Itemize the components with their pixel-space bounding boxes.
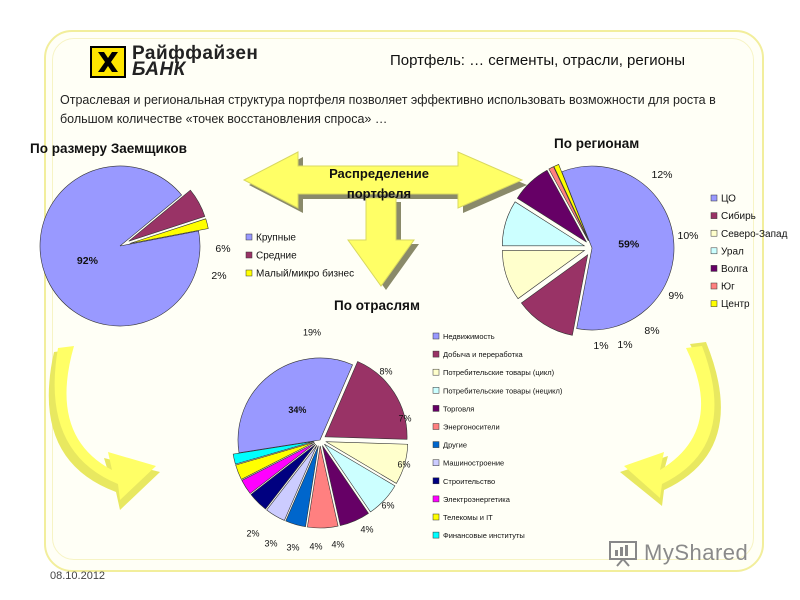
legend-swatch-regions-2: [711, 230, 717, 236]
legend-label-regions-1: Сибирь: [721, 211, 756, 223]
pie-slice-size-0: [40, 166, 200, 326]
legend-label-regions-5: Юг: [721, 281, 735, 293]
pie-label-size-1: 6%: [215, 242, 231, 255]
legend-swatch-industries-0: [433, 333, 439, 339]
legend-label-industries-1: Добыча и переработка: [443, 350, 523, 360]
legend-label-industries-11: Финансовые институты: [443, 531, 525, 541]
legend-label-size-1: Средние: [256, 250, 297, 262]
presentation-icon: [608, 538, 638, 568]
legend-swatch-industries-3: [433, 387, 439, 393]
legend-label-regions-2: Северо-Запад: [721, 228, 788, 240]
pie-chart-regions: [502, 164, 698, 351]
legend-swatch-regions-3: [711, 248, 717, 254]
logo-text-line1: Райффайзен: [132, 43, 259, 64]
legend-swatch-size-1: [246, 252, 252, 258]
footer-date: 08.10.2012: [50, 570, 106, 582]
intro-text: Отраслевая и региональная структура портфеля позволяет эффективно использовать возможности для роста в большом количестве «точек восстановления спроса» …: [60, 93, 716, 126]
pie-label-regions-6: 1%: [617, 338, 633, 351]
legend-label-industries-5: Энергоносители: [443, 422, 500, 432]
pie-chart-size: [40, 166, 231, 326]
page-title: Портфель: … сегменты, отрасли, регионы: [390, 52, 685, 69]
pie-label-size-2: 2%: [211, 269, 227, 282]
pie-label-regions-0: 59%: [618, 238, 640, 251]
center-label-text: Распределение портфеля: [329, 166, 429, 201]
pie-label-regions-2: 10%: [677, 229, 699, 242]
legend-swatch-industries-11: [433, 532, 439, 538]
pie-label-regions-1: 12%: [651, 168, 673, 181]
legend-swatch-industries-7: [433, 460, 439, 466]
legend-swatch-regions-6: [711, 301, 717, 307]
pie-label-size-0: 92%: [76, 255, 98, 268]
legend-swatch-regions-0: [711, 195, 717, 201]
legend-label-industries-2: Потребительские товары (цикл): [443, 368, 555, 378]
pie-label-industries-9: 3%: [286, 542, 300, 553]
legend-industries: [433, 332, 563, 540]
pie-label-industries-11: 2%: [246, 528, 260, 539]
brand-text: MyShared: [644, 540, 749, 565]
pie-label-industries-0: 34%: [288, 405, 307, 416]
legend-swatch-industries-4: [433, 405, 439, 411]
pie-label-industries-2: 8%: [379, 366, 393, 377]
legend-swatch-size-2: [246, 270, 252, 276]
section-title-regions: По регионам: [554, 136, 640, 151]
legend-label-regions-3: Урал: [721, 246, 744, 258]
legend-swatch-industries-9: [433, 496, 439, 502]
legend-swatch-size-0: [246, 234, 252, 240]
brand-watermark: [608, 538, 748, 568]
legend-swatch-industries-6: [433, 442, 439, 448]
legend-label-regions-6: Центр: [721, 299, 750, 311]
legend-label-industries-0: Недвижимость: [443, 331, 495, 341]
pie-label-regions-4: 8%: [644, 324, 660, 337]
legend-label-industries-7: Машиностроение: [443, 458, 505, 468]
section-title-industries: По отраслям: [334, 298, 420, 313]
legend-swatch-regions-5: [711, 283, 717, 289]
pie-label-industries-4: 6%: [397, 459, 411, 470]
section-title-size: По размеру Заемщиков: [30, 141, 187, 156]
legend-swatch-regions-4: [711, 265, 717, 271]
legend-label-industries-8: Строительство: [443, 476, 496, 486]
logo-text-line2: БАНК: [132, 59, 186, 80]
legend-label-regions-4: Волга: [721, 264, 748, 276]
legend-label-industries-6: Другие: [443, 440, 468, 450]
pie-label-industries-8: 4%: [309, 541, 323, 552]
legend-label-industries-10: Телекомы и IT: [443, 512, 493, 522]
legend-label-regions-0: ЦО: [721, 193, 736, 205]
legend-swatch-industries-10: [433, 514, 439, 520]
pie-label-industries-3: 7%: [398, 413, 412, 424]
pie-label-industries-1: 19%: [302, 327, 322, 338]
legend-label-industries-4: Торговля: [443, 404, 475, 414]
pie-label-industries-6: 4%: [360, 524, 374, 535]
legend-label-size-2: Малый/микро бизнес: [256, 268, 355, 280]
pie-label-industries-7: 4%: [331, 539, 345, 550]
legend-regions: [711, 194, 788, 311]
pie-label-industries-5: 6%: [381, 500, 395, 511]
pie-label-regions-3: 9%: [668, 289, 684, 302]
pie-label-regions-5: 1%: [593, 339, 609, 352]
pie-chart-industries: [233, 327, 411, 552]
legend-label-size-0: Крупные: [256, 232, 296, 244]
legend-swatch-industries-1: [433, 351, 439, 357]
legend-label-industries-3: Потребительские товары (нецикл): [443, 386, 563, 396]
legend-swatch-industries-5: [433, 424, 439, 430]
legend-swatch-industries-8: [433, 478, 439, 484]
legend-size: [246, 233, 354, 280]
pie-label-industries-10: 3%: [264, 538, 278, 549]
legend-swatch-regions-1: [711, 213, 717, 219]
legend-label-industries-9: Электроэнергетика: [443, 494, 510, 504]
legend-swatch-industries-2: [433, 369, 439, 375]
